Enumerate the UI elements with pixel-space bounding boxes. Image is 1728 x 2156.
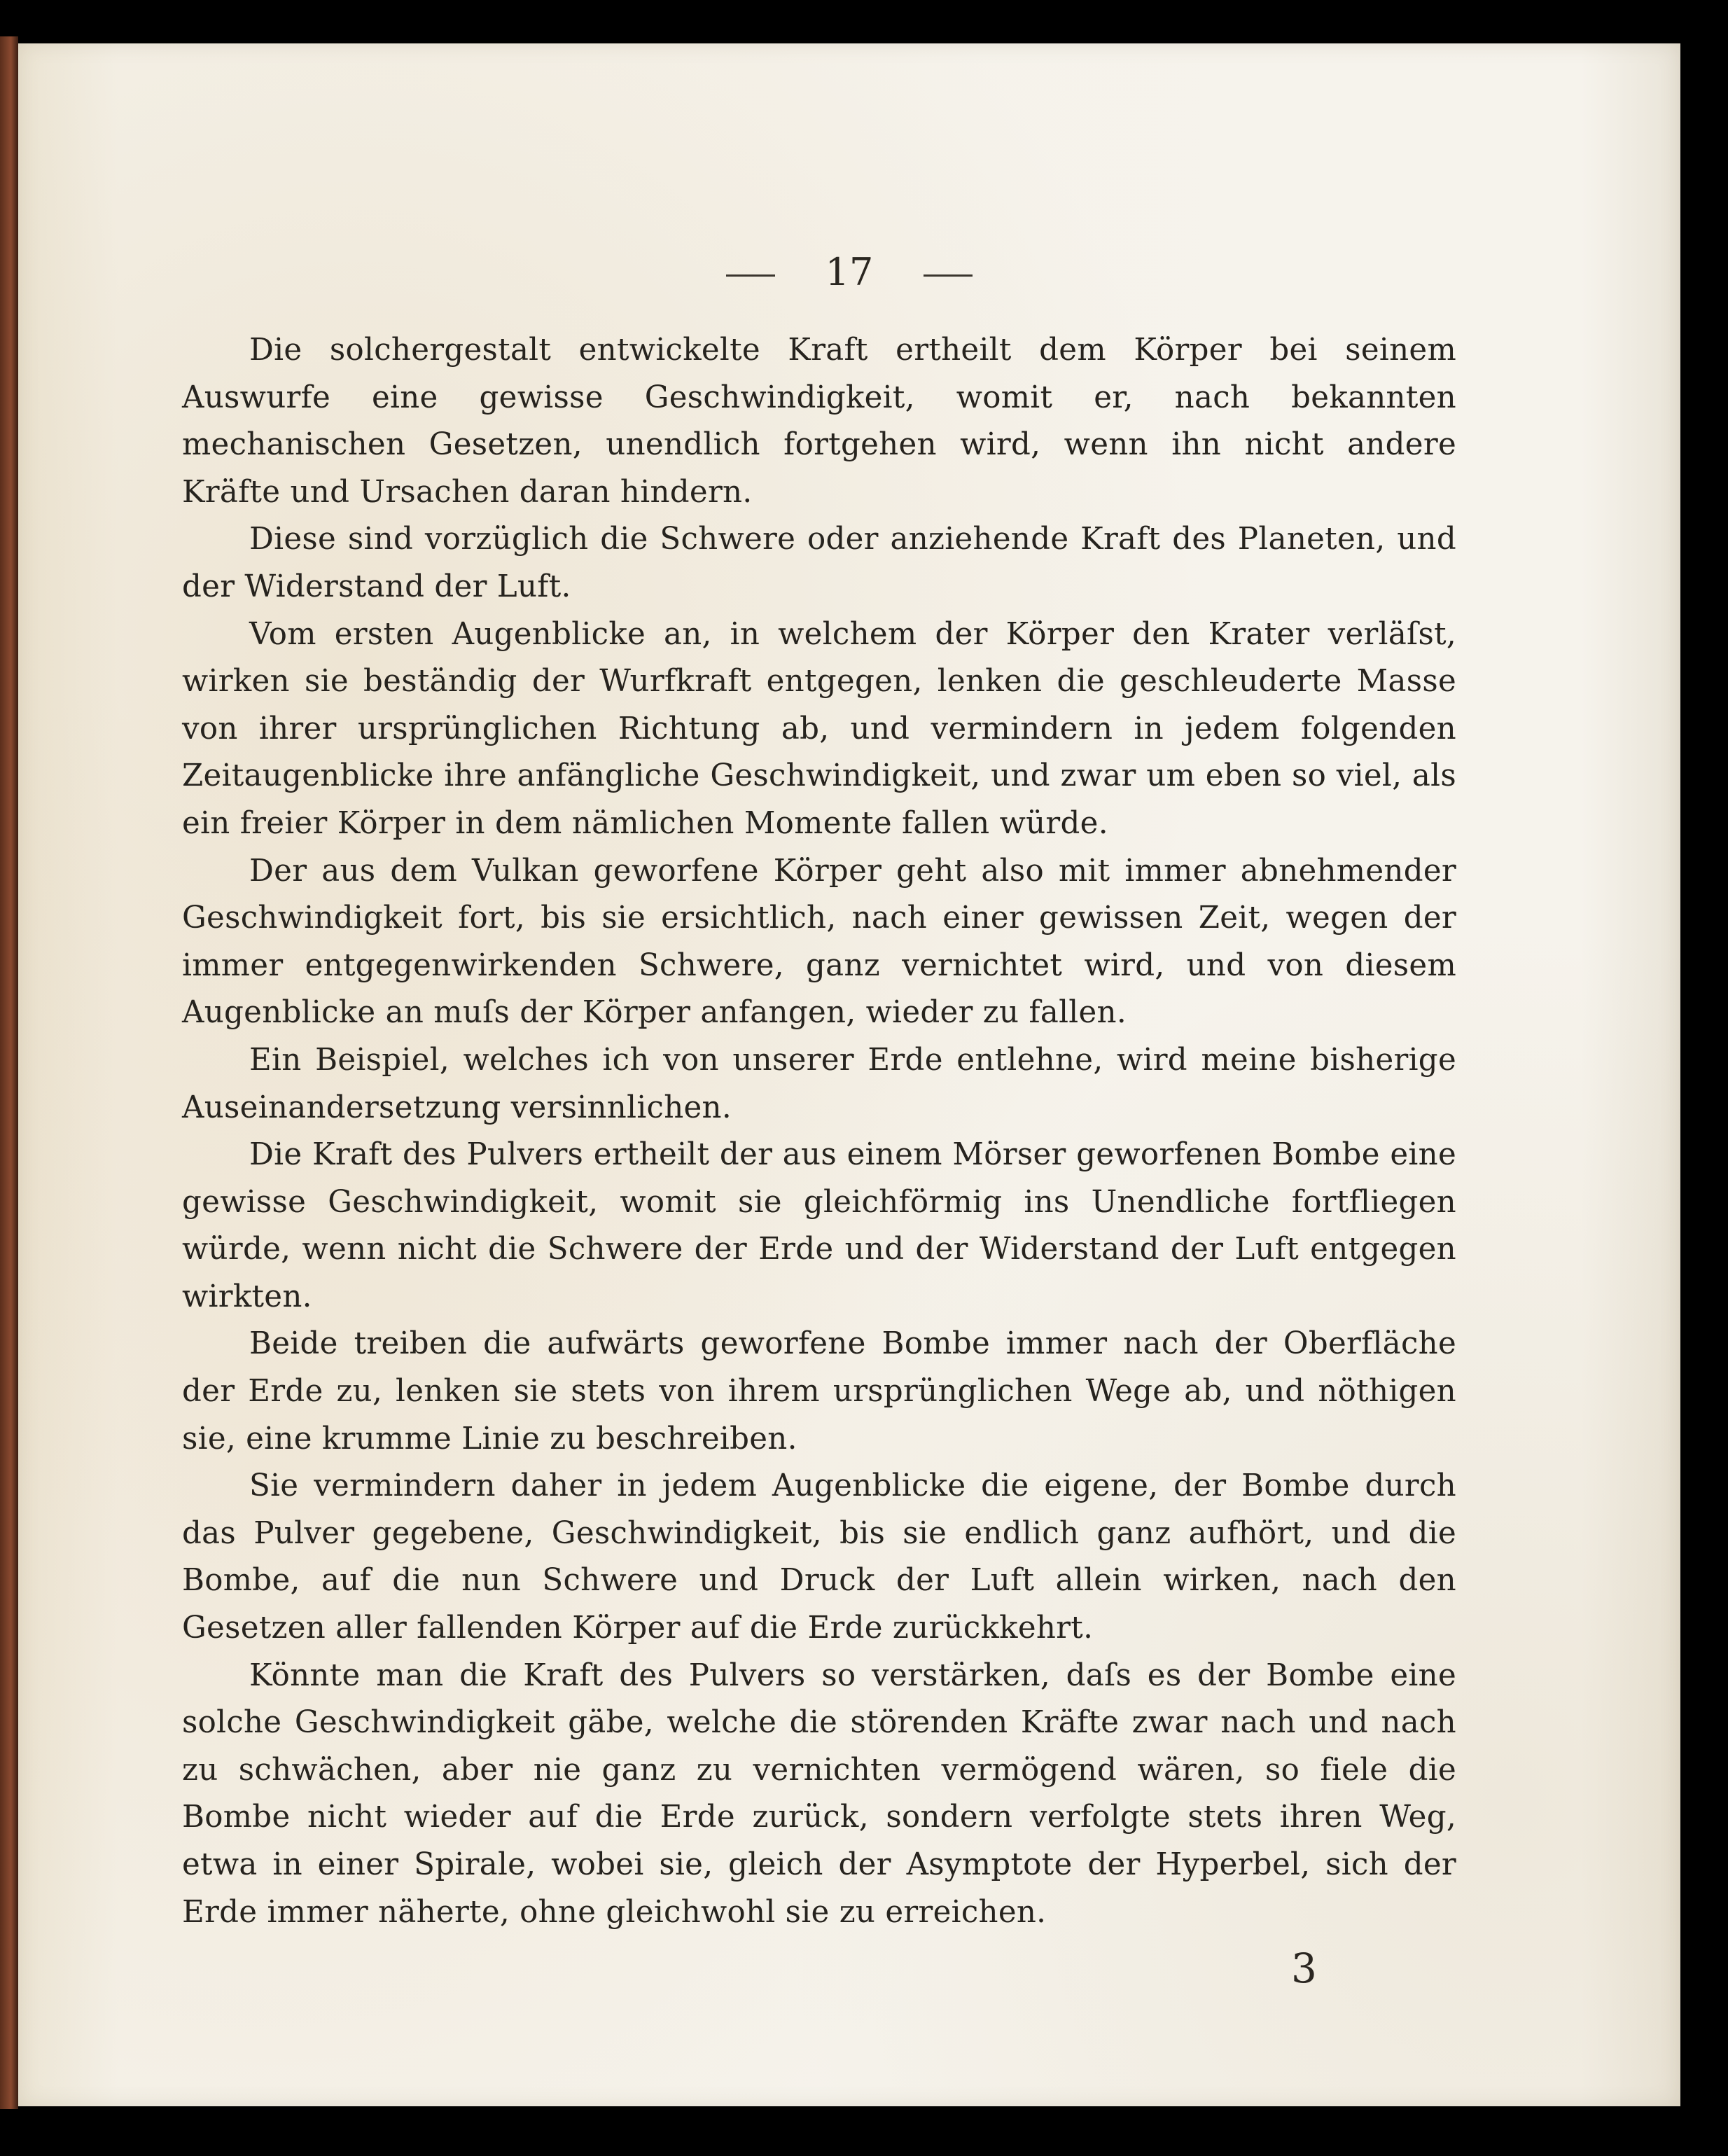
paragraph: Ein Beispiel, welches ich von unserer Erde entlehne, wird meine bisherige Auseinandersetzung versinnlichen. bbox=[182, 1042, 1456, 1125]
header-dash-right bbox=[924, 274, 973, 277]
paragraph: Der aus dem Vulkan geworfene Körper geht also mit immer abnehmender Geschwindigkeit fort, bis sie ersichtlich, nach einer gewissen Zeit, wegen der immer entgegenwirkenden Schwere, ganz vernichtet wird, und von diesem Augenblicke an muſs der Körper anfangen, wieder zu fallen. bbox=[182, 853, 1456, 1031]
paragraph: Diese sind vorzüglich die Schwere oder anziehende Kraft des Planeten, und der Widerstand der Luft. bbox=[182, 522, 1456, 604]
paragraph: Die solchergestalt entwickelte Kraft ertheilt dem Körper bei seinem Auswurfe eine gewisse Geschwindigkeit, womit er, nach bekannten mechanischen Gesetzen, unendlich fortgehen wird, wenn ihn nicht andere Kräfte und Ursachen daran hindern. bbox=[182, 333, 1456, 510]
paragraph: Beide treiben die aufwärts geworfene Bombe immer nach der Oberfläche der Erde zu, lenken sie stets von ihrem ursprünglichen Wege ab, und nöthigen sie, eine krumme Linie zu beschreiben. bbox=[182, 1326, 1456, 1456]
paragraph: Könnte man die Kraft des Pulvers so verstärken, daſs es der Bombe eine solche Geschwindigkeit gäbe, welche die störenden Kräfte zwar nach und nach zu schwächen, aber nie ganz zu vernichten vermögend wären, so fiele die Bombe nicht wieder auf die Erde zurück, sondern verfolgte stets ihren Weg, etwa in einer Spirale, wobei sie, gleich der Asymptote der Hyperbel, sich der Erde immer näherte, ohne gleichwohl sie zu erreichen. bbox=[182, 1657, 1456, 1930]
page-number: 17 bbox=[825, 250, 874, 294]
paragraph: Die Kraft des Pulvers ertheilt der aus einem Mörser geworfenen Bombe eine gewisse Geschwindigkeit, womit sie gleichförmig ins Unendliche fortfliegen würde, wenn nicht die Schwere der Erde und der Widerstand der Luft entgegen wirkten. bbox=[182, 1137, 1456, 1314]
signature-mark: 3 bbox=[1291, 1945, 1317, 1992]
book-binding-edge bbox=[0, 36, 18, 2109]
book-page bbox=[18, 43, 1680, 2106]
paragraph: Sie vermindern daher in jedem Augenblicke die eigene, der Bombe durch das Pulver gegebene, Geschwindigkeit, bis sie endlich ganz aufhört, und die Bombe, auf die nun Schwere und Druck der Luft allein wirken, nach den Gesetzen aller fallenden Körper auf die Erde zurückkehrt. bbox=[182, 1468, 1456, 1646]
body-text bbox=[182, 327, 1456, 1936]
header-dash-left bbox=[726, 274, 775, 277]
page-header bbox=[18, 250, 1680, 294]
paragraph: Vom ersten Augenblicke an, in welchem der Körper den Krater verläſst, wirken sie beständig der Wurfkraft entgegen, lenken die geschleuderte Masse von ihrer ursprünglichen Richtung ab, und vermindern in jedem folgenden Zeitaugenblicke ihre anfängliche Geschwindigkeit, und zwar um eben so viel, als ein freier Körper in dem nämlichen Momente fallen würde. bbox=[182, 616, 1456, 841]
